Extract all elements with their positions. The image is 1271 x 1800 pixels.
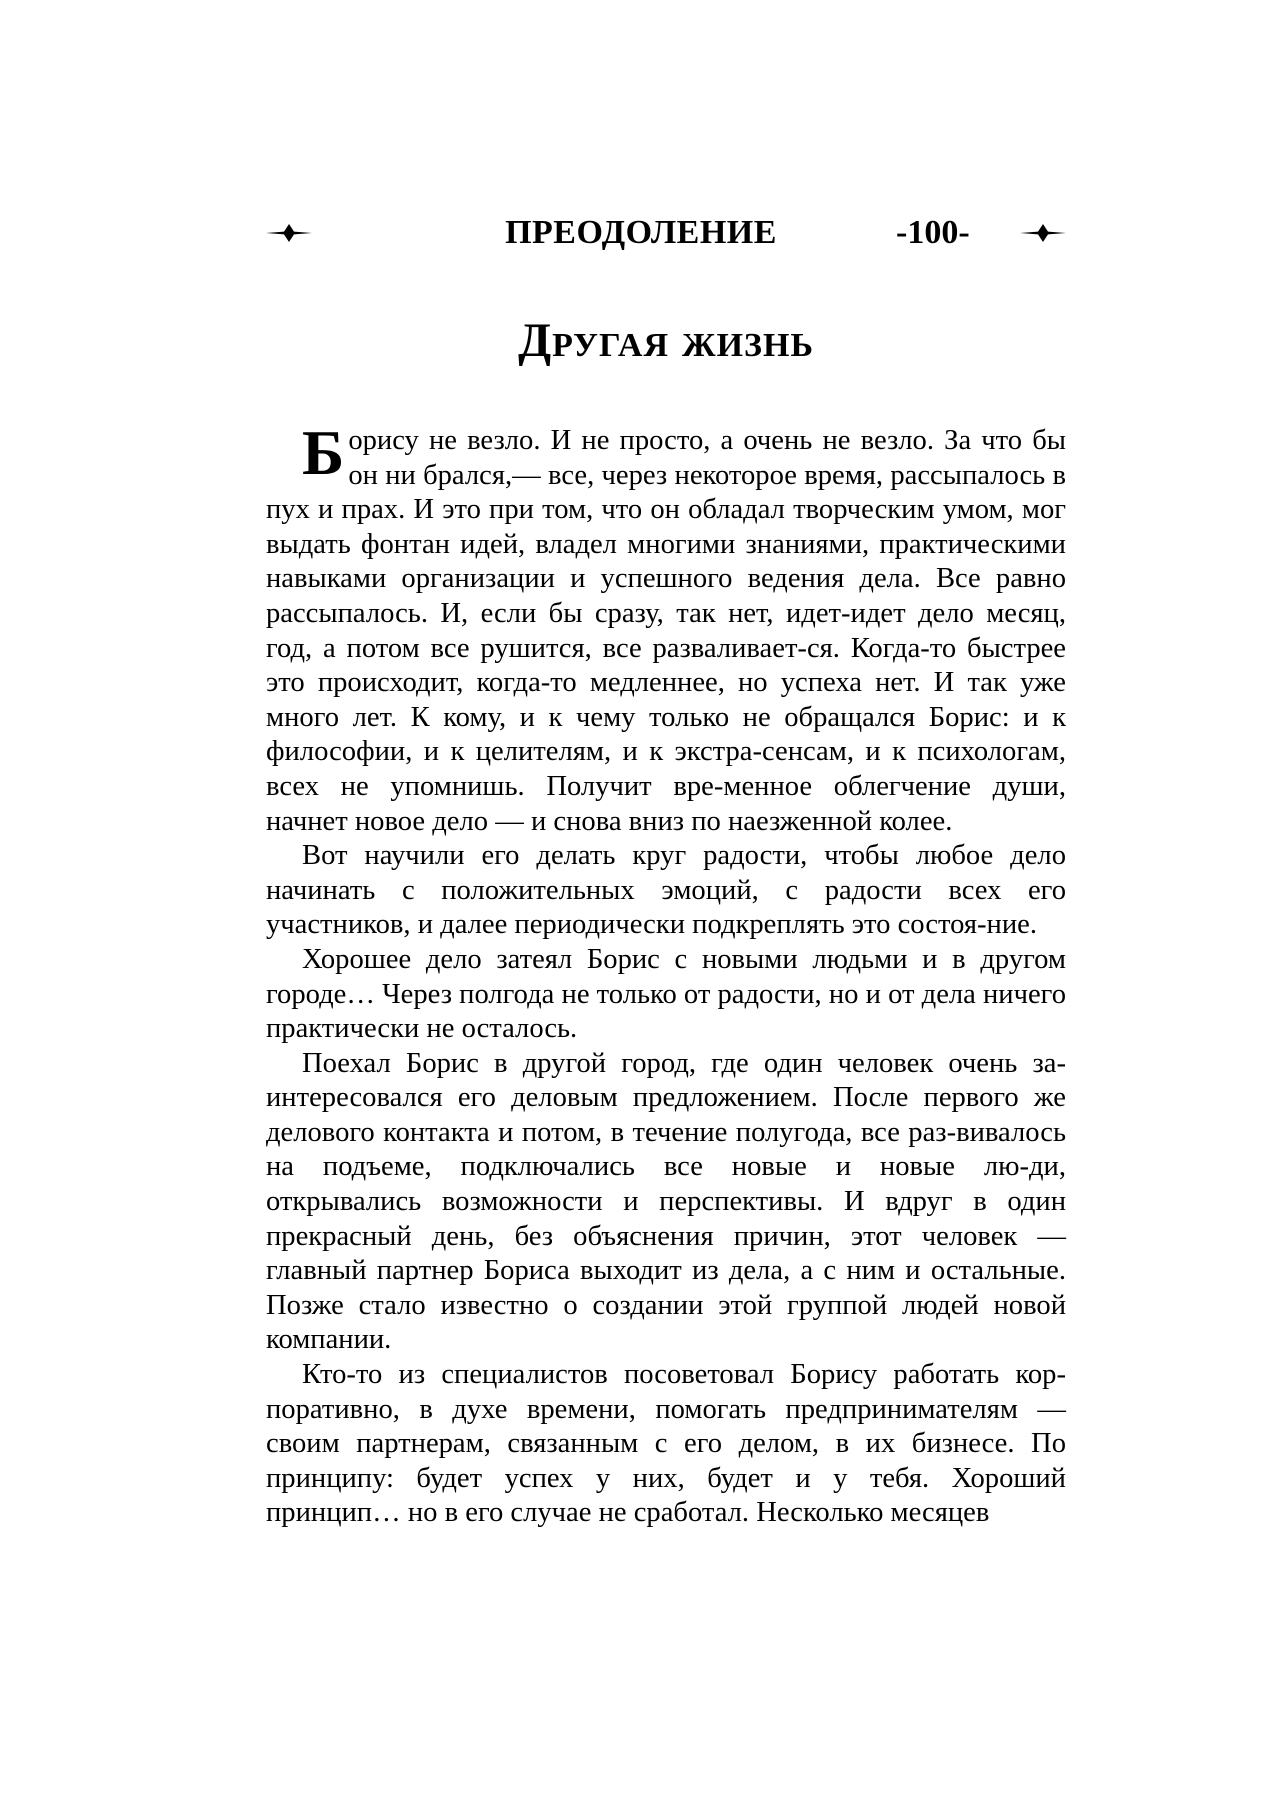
four-point-star-ornament-icon bbox=[1020, 224, 1066, 242]
chapter-title: Другая жизнь bbox=[518, 314, 814, 367]
paragraph bbox=[266, 417, 1066, 839]
paragraph: Поехал Борис в другой город, где один человек очень за-интересовался его деловым предложением. После первого же делового контакта и потом, в течение полугода, все раз-вивалось на подъеме, подключались все новые и новые лю-ди, открывались возможности и перспективы. И вдруг в один прекрасный день, без объяснения причин, этот человек — главный партнер Бориса выходит из дела, а с ним и остальные. Позже стало известно о создании этой группой людей новой компании. bbox=[266, 1047, 1066, 1356]
paragraph: Кто-то из специалистов посоветовал Борису работать кор-поративно, в духе времени, помогать предпринимателям — своим партнерам, связанным с его делом, в их бизнесе. По принципу: будет успех у них, будет и у тебя. Хороший принцип… но в его случае не сработал. Несколько месяцев bbox=[266, 1359, 1066, 1529]
paragraph: Вот научили его делать круг радости, чтобы любое дело начинать с положительных эмоций, с радости всех его участников, и далее периодически подкреплять это состоя-ние. bbox=[266, 840, 1066, 941]
page-number: -100- bbox=[896, 214, 970, 251]
section-title: ПРЕОДОЛЕНИЕ bbox=[505, 214, 777, 251]
paragraph: Хорошее дело затеял Борис с новыми людьми и в другом городе… Через полгода не только от радости, но и от дела ничего практически не осталось. bbox=[266, 943, 1066, 1045]
body-text bbox=[266, 417, 1066, 1531]
drop-cap: Б bbox=[302, 417, 345, 488]
four-point-star-ornament-icon bbox=[266, 224, 312, 242]
running-head bbox=[266, 210, 1066, 260]
paragraph-text: орису не везло. И не просто, а очень не везло. За что бы он ни брался,— все, через некоторое время, рассыпалось в пух и прах. И это при том, что он обладал творческим умом, мог выдать фонтан идей, владел многими знаниями, практическими навыками организации и успешного ведения дела. Все равно рассыпалось. И, если бы сразу, так нет, идет-идет дело месяц, год, а потом все рушится, все разваливает-ся. Когда-то быстрее это происходит, когда-то медленнее, но успеха нет. И так уже много лет. К кому, и к чему только не обращался Борис: и к философии, и к целителям, и к экстра-сенсам, и к психологам, всех не упомнишь. Получит вре-менное облегчение души, начнет новое дело — и снова вниз по наезженной колее. bbox=[266, 425, 1066, 837]
